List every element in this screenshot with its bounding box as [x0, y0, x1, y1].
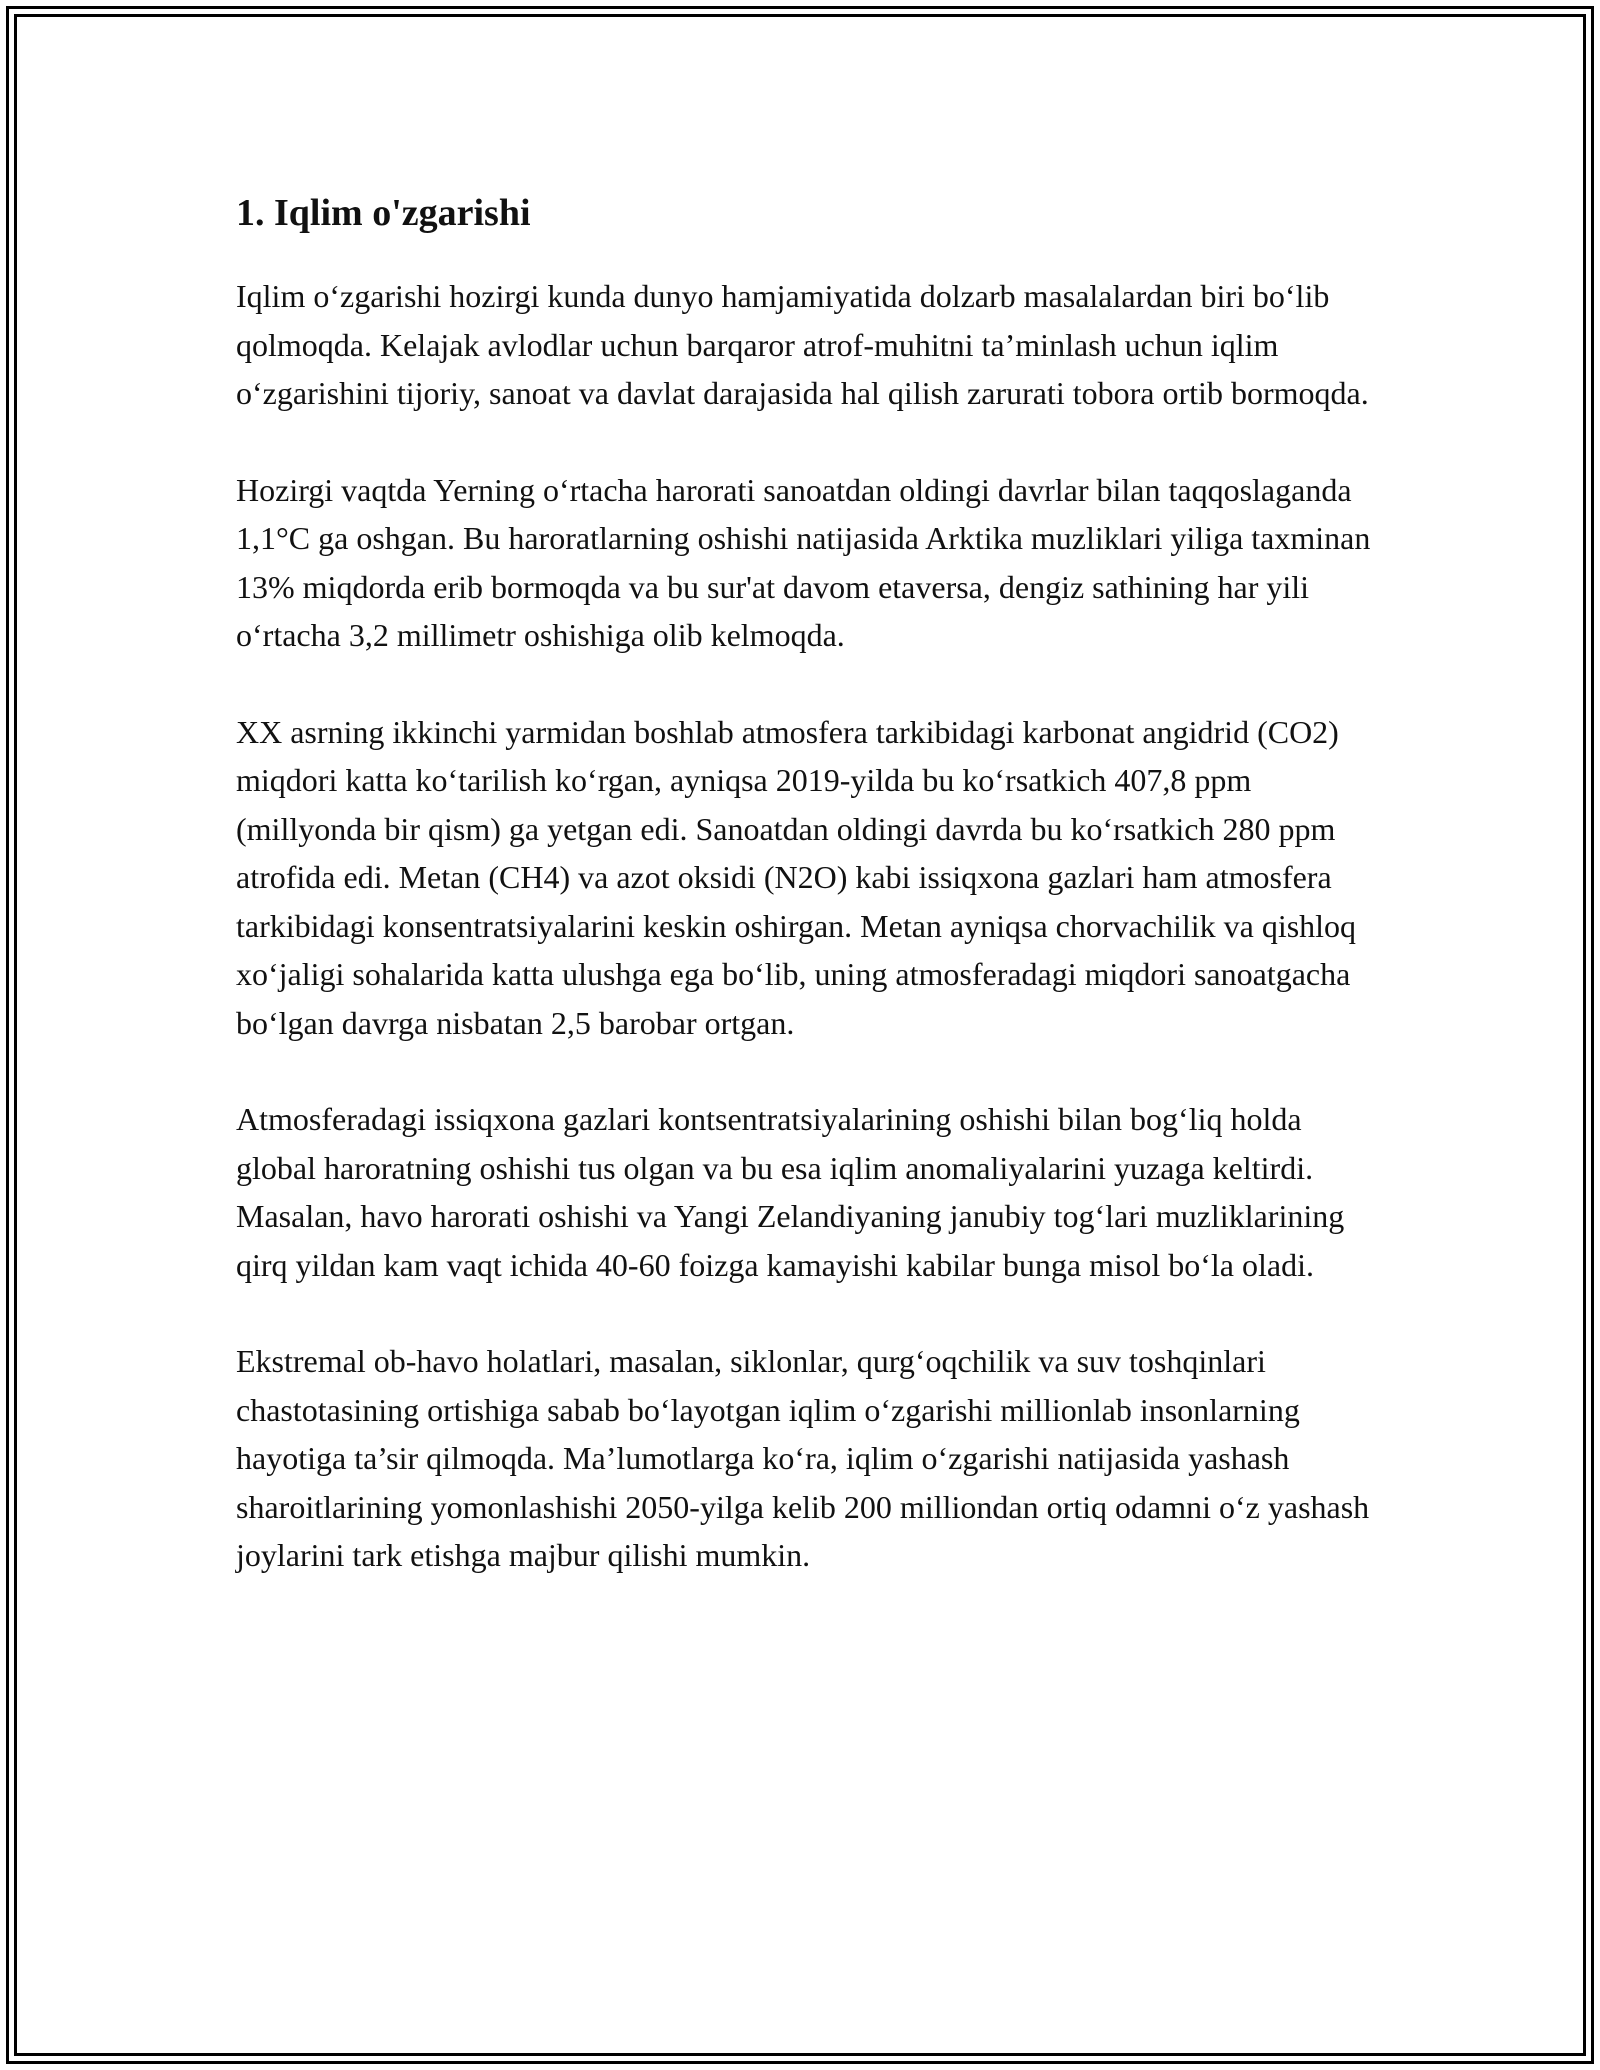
section-title: 1. Iqlim o'zgarishi	[236, 192, 531, 234]
paragraph-3: XX asrning ikkinchi yarmidan boshlab atmosfera tarkibidagi karbonat angidrid (CO2) miqdori katta ko‘tarilish ko‘rgan, ayniqsa 2019-yilda bu ko‘rsatkich 407,8 ppm (millyonda bir qism) ga yetgan edi. Sanoatdan oldingi davrda bu ko‘rsatkich 280 ppm atrofida edi. Metan (CH4) va azot oksidi (N2O) kabi issiqxona gazlari ham atmosfera tarkibidagi konsentratsiyalarini keskin oshirgan. Metan ayniqsa chorvachilik va qishloq xo‘jaligi sohalarida katta ulushga ega bo‘lib, uning atmosferadagi miqdori sanoatgacha bo‘lgan davrga nisbatan 2,5 barobar ortgan.	[236, 713, 1357, 1041]
paragraph-4: Atmosferadagi issiqxona gazlari kontsentratsiyalarining oshishi bilan bog‘liq holda global haroratning oshishi tus olgan va bu esa iqlim anomaliyalarini yuzaga keltirdi. Masalan, havo harorati oshishi va Yangi Zelandiyaning janubiy tog‘lari muzliklarining qirq yildan kam vaqt ichida 40-60 foizga kamayishi kabilar bunga misol bo‘la oladi.	[236, 1101, 1345, 1283]
paragraph-1: Iqlim o‘zgarishi hozirgi kunda dunyo hamjamiyatida dolzarb masalalardan biri bo‘lib qolmoqda. Kelajak avlodlar uchun barqaror atrof-muhitni ta’minlash uchun iqlim o‘zgarishini tijoriy, sanoat va davlat darajasida hal qilish zarurati tobora ortib bormoqda.	[236, 278, 1369, 411]
document-body	[236, 184, 1376, 1628]
paragraph-2: Hozirgi vaqtda Yerning o‘rtacha harorati sanoatdan oldingi davrlar bilan taqqoslaganda 1,1°C ga oshgan. Bu haroratlarning oshishi natijasida Arktika muzliklari yiliga taxminan 13% miqdorda erib bormoqda va bu sur'at davom etaversa, dengiz sathining har yili o‘rtacha 3,2 millimetr oshishiga olib kelmoqda.	[236, 471, 1371, 653]
paragraph-5: Ekstremal ob-havo holatlari, masalan, siklonlar, qurg‘oqchilik va suv toshqinlari chastotasining ortishiga sabab bo‘layotgan iqlim o‘zgarishi millionlab insonlarning hayotiga ta’sir qilmoqda. Ma’lumotlarga ko‘ra, iqlim o‘zgarishi natijasida yashash sharoitlarining yomonlashishi 2050-yilga kelib 200 milliondan ortiq odamni o‘z yashash joylarini tark etishga majbur qilishi mumkin.	[236, 1343, 1370, 1573]
